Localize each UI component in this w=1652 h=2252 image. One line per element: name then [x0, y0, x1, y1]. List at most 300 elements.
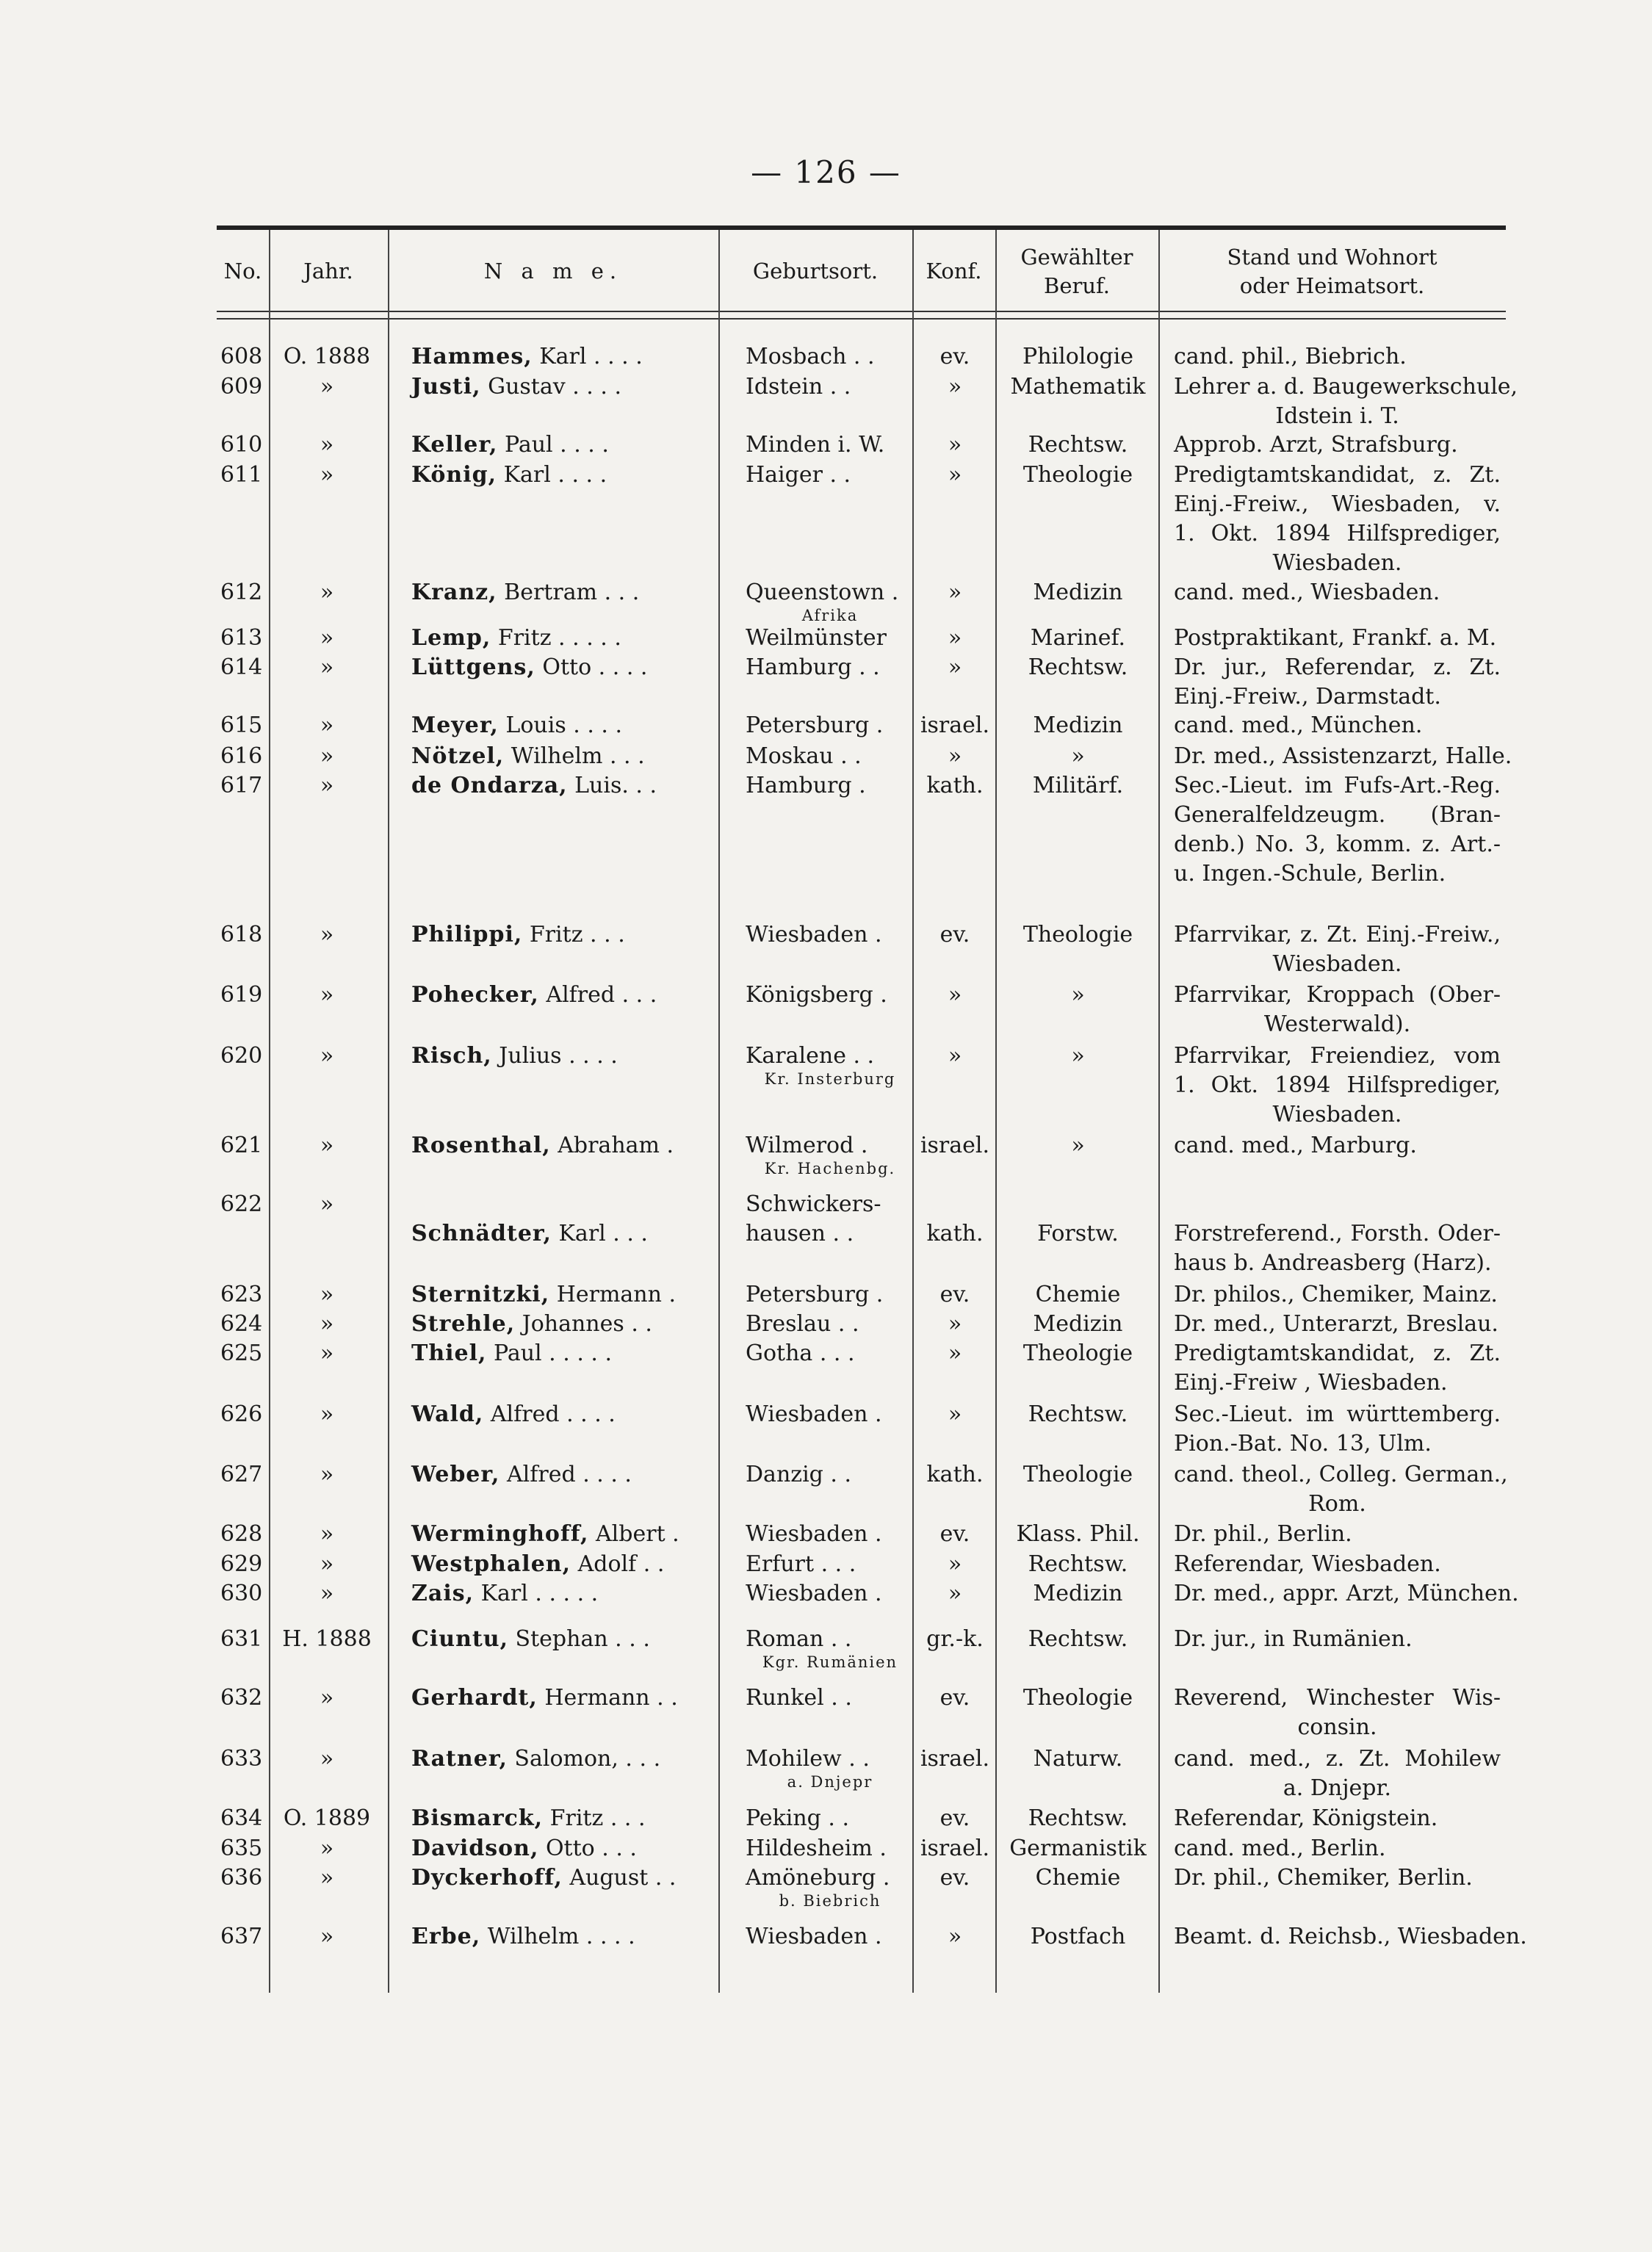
row-name	[411, 981, 705, 1010]
row-number: 615	[220, 712, 263, 738]
row-forename: Fritz . . . . .	[491, 625, 621, 651]
row-number: 620	[220, 1043, 263, 1069]
row-birthplace: Danzig . .	[746, 1462, 852, 1487]
row-year: »	[320, 922, 334, 948]
row-forename: Julius . . . .	[491, 1043, 618, 1069]
row-profession: Theologie	[1022, 462, 1133, 488]
row-confession: »	[948, 580, 962, 605]
row-forename: Wilhelm . . .	[504, 743, 645, 769]
column-divider-geburtsort	[912, 230, 914, 1993]
row-surname: de Ondarza,	[411, 773, 568, 798]
row-residence-line: cand. med., Berlin.	[1174, 1836, 1386, 1861]
row-profession: Germanistik	[1009, 1836, 1147, 1861]
row-birthplace: Runkel . .	[746, 1685, 852, 1711]
row-name	[411, 653, 705, 682]
row-name	[411, 1744, 705, 1774]
row-profession: Naturw.	[1033, 1746, 1123, 1772]
row-surname: Keller,	[411, 432, 498, 458]
row-birthplace: Peking . .	[746, 1805, 850, 1831]
row-year: »	[320, 1133, 334, 1158]
row-birthplace: Erfurt . . .	[746, 1551, 856, 1577]
row-forename: Wilhelm . . . .	[480, 1924, 635, 1949]
row-profession: »	[1071, 743, 1085, 769]
row-profession: Medizin	[1033, 1581, 1123, 1606]
row-forename: Alfred . . .	[538, 982, 657, 1008]
row-surname: Weber,	[411, 1462, 500, 1487]
row-residence-line: Generalfeldzeugm. (Bran-	[1174, 802, 1501, 828]
row-residence-line: Pfarrvikar, z. Zt. Einj.-Freiw.,	[1174, 922, 1501, 948]
row-surname: Davidson,	[411, 1836, 539, 1861]
row-residence-line: Postpraktikant, Frankf. a. M.	[1174, 625, 1497, 651]
row-year: »	[320, 1836, 334, 1861]
header-konf: Konf.	[926, 259, 982, 284]
row-forename: Otto . . .	[538, 1836, 637, 1861]
row-year: »	[320, 1282, 334, 1307]
row-surname: Nötzel,	[411, 743, 505, 769]
row-profession: Theologie	[1022, 922, 1133, 948]
row-name	[411, 1339, 705, 1368]
row-birthplace: Gotha . . .	[746, 1340, 855, 1366]
row-profession: Medizin	[1033, 1311, 1123, 1337]
row-confession: »	[948, 1401, 962, 1427]
row-year: »	[320, 1685, 334, 1711]
row-residence-line: Rom.	[1308, 1491, 1366, 1517]
row-birthplace: Karalene . .	[746, 1043, 875, 1069]
header-name: N a m e.	[483, 259, 623, 284]
row-profession: Rechtsw.	[1028, 432, 1128, 458]
row-surname: Bismarck,	[411, 1805, 544, 1831]
row-profession: Klass. Phil.	[1016, 1521, 1140, 1547]
row-forename: Abraham .	[550, 1133, 674, 1158]
row-year: O. 1888	[283, 344, 371, 369]
row-profession: Chemie	[1035, 1865, 1121, 1891]
row-forename: Gustav . . . .	[480, 374, 621, 400]
row-name	[411, 1219, 705, 1249]
row-year: »	[320, 1462, 334, 1487]
row-profession: Rechtsw.	[1028, 1805, 1128, 1831]
row-number: 634	[220, 1805, 263, 1831]
row-surname: Lemp,	[411, 625, 491, 651]
row-surname: Westphalen,	[411, 1551, 571, 1577]
row-residence-line: Predigtamtskandidat, z. Zt.	[1174, 462, 1501, 488]
row-confession: »	[948, 982, 962, 1008]
row-residence-line: 1. Okt. 1894 Hilfsprediger,	[1174, 1072, 1501, 1098]
row-residence-line: Idstein i. T.	[1275, 403, 1399, 429]
row-number: 621	[220, 1133, 263, 1158]
row-profession: Militärf.	[1032, 773, 1124, 798]
row-number: 626	[220, 1401, 263, 1427]
row-confession: gr.-k.	[926, 1626, 984, 1652]
row-confession: »	[948, 625, 962, 651]
row-profession: Medizin	[1033, 580, 1123, 605]
row-name	[411, 461, 705, 490]
row-forename: Luis. . .	[567, 773, 657, 798]
row-birthplace: Königsberg .	[746, 982, 887, 1008]
row-number: 619	[220, 982, 263, 1008]
row-residence-line: Westerwald).	[1263, 1011, 1411, 1037]
row-birthplace-region: a. Dnjepr	[787, 1773, 873, 1791]
row-profession: Rechtsw.	[1028, 1626, 1128, 1652]
row-surname: Rosenthal,	[411, 1133, 551, 1158]
row-confession: »	[948, 1311, 962, 1337]
row-number: 631	[220, 1626, 263, 1652]
row-year: »	[320, 1340, 334, 1366]
row-confession: ev.	[939, 1865, 970, 1891]
row-name	[411, 1310, 705, 1339]
row-confession: »	[948, 374, 962, 400]
row-birthplace: Minden i. W.	[746, 432, 885, 458]
row-surname: Pohecker,	[411, 982, 539, 1008]
row-confession: kath.	[926, 1221, 984, 1246]
row-residence-line: cand. theol., Colleg. German.,	[1174, 1462, 1508, 1487]
row-name	[411, 342, 705, 372]
row-residence-line: cand. med., München.	[1174, 712, 1423, 738]
row-birthplace: Amöneburg .	[746, 1865, 890, 1891]
row-residence-line: Approb. Arzt, Strafsburg.	[1174, 432, 1458, 458]
row-forename: Fritz . . .	[543, 1805, 646, 1831]
row-residence-line: Einj.-Freiw., Wiesbaden, v.	[1174, 491, 1501, 517]
row-birthplace: Wiesbaden .	[746, 922, 882, 948]
row-forename: Louis . . . .	[498, 712, 623, 738]
row-surname: Schnädter,	[411, 1221, 552, 1246]
row-birthplace: Mosbach . .	[746, 344, 875, 369]
row-residence-line: Wiesbaden.	[1272, 1102, 1402, 1127]
row-number: 610	[220, 432, 263, 458]
row-surname: Philippi,	[411, 922, 523, 948]
row-profession: Chemie	[1035, 1282, 1121, 1307]
row-confession: »	[948, 743, 962, 769]
header-bottom-rule	[217, 311, 1506, 312]
row-confession: »	[948, 462, 962, 488]
column-divider-beruf	[1158, 230, 1160, 1993]
row-birthplace-region: Afrika	[801, 607, 859, 625]
row-confession: ev.	[939, 1282, 970, 1307]
row-number: 635	[220, 1836, 263, 1861]
row-residence-line: Referendar, Königstein.	[1174, 1805, 1438, 1831]
row-profession: Theologie	[1022, 1340, 1133, 1366]
row-birthplace-region: Kr. Insterburg	[764, 1070, 896, 1089]
row-name	[411, 1625, 705, 1654]
header-geburtsort: Geburtsort.	[752, 259, 879, 284]
row-birthplace: Haiger . .	[746, 462, 851, 488]
row-name	[411, 771, 705, 801]
header-beruf-line-2: Beruf.	[1044, 273, 1110, 298]
row-year: »	[320, 374, 334, 400]
row-forename: Paul . . . .	[497, 432, 609, 458]
row-birthplace: Petersburg .	[746, 1282, 884, 1307]
row-name	[411, 1520, 705, 1549]
row-profession: Forstw.	[1037, 1221, 1119, 1246]
row-surname: Werminghoff,	[411, 1521, 589, 1547]
row-residence-line: Einj.-Freiw., Darmstadt.	[1174, 684, 1441, 710]
row-profession: »	[1071, 1133, 1085, 1158]
row-year: »	[320, 712, 334, 738]
row-number: 637	[220, 1924, 263, 1949]
row-confession: israel.	[920, 1746, 990, 1772]
header-beruf-line-1: Gewählter	[1020, 244, 1133, 270]
row-name	[411, 920, 705, 950]
row-surname: Hammes,	[411, 344, 533, 369]
row-forename: Adolf . .	[571, 1551, 665, 1577]
row-name	[411, 430, 705, 460]
row-confession: »	[948, 654, 962, 680]
row-confession: kath.	[926, 773, 984, 798]
row-birthplace: Breslau . .	[746, 1311, 859, 1337]
row-profession: Marinef.	[1030, 625, 1126, 651]
row-residence-line: Wiesbaden.	[1272, 951, 1402, 977]
row-surname: Strehle,	[411, 1311, 516, 1337]
row-name	[411, 1804, 705, 1833]
row-confession: ev.	[939, 1685, 970, 1711]
row-surname: Ciuntu,	[411, 1626, 509, 1652]
row-profession: Theologie	[1022, 1685, 1133, 1711]
row-surname: Meyer,	[411, 712, 499, 738]
row-confession: israel.	[920, 1836, 990, 1861]
row-confession: »	[948, 1551, 962, 1577]
row-number: 611	[220, 462, 263, 488]
row-forename: Otto . . . .	[535, 654, 648, 680]
row-profession: »	[1071, 982, 1085, 1008]
row-number: 614	[220, 654, 263, 680]
row-surname: Kranz,	[411, 580, 497, 605]
row-forename: Hermann . .	[537, 1685, 678, 1711]
row-surname: Wald,	[411, 1401, 484, 1427]
header-bottom-rule-double	[217, 318, 1506, 320]
row-name	[411, 742, 705, 771]
row-residence-line: u. Ingen.-Schule, Berlin.	[1174, 861, 1446, 887]
row-number: 625	[220, 1340, 263, 1366]
row-forename: Karl . . .	[551, 1221, 648, 1246]
row-residence-line: Pfarrvikar, Kroppach (Ober-	[1174, 982, 1501, 1008]
row-year: »	[320, 1581, 334, 1606]
row-confession: ev.	[939, 1521, 970, 1547]
row-forename: August . .	[562, 1865, 677, 1891]
row-year: »	[320, 432, 334, 458]
row-name	[411, 578, 705, 607]
row-residence-line: denb.) No. 3, komm. z. Art.-	[1174, 831, 1501, 857]
column-divider-name	[718, 230, 720, 1993]
row-name	[411, 1834, 705, 1863]
row-year: »	[320, 773, 334, 798]
row-birthplace-region: b. Biebrich	[779, 1892, 881, 1910]
row-number: 627	[220, 1462, 263, 1487]
row-year: »	[320, 1401, 334, 1427]
row-number: 630	[220, 1581, 263, 1606]
row-residence-line: Dr. med., Assistenzarzt, Halle.	[1174, 743, 1512, 769]
row-surname: Zais,	[411, 1581, 475, 1606]
row-forename: Karl . . . . .	[474, 1581, 599, 1606]
row-number: 617	[220, 773, 263, 798]
row-residence-line: Lehrer a. d. Baugewerkschule,	[1174, 374, 1518, 400]
row-forename: Albert .	[588, 1521, 679, 1547]
row-year: »	[320, 1191, 334, 1217]
row-number: 618	[220, 922, 263, 948]
row-surname: Sternitzki,	[411, 1282, 550, 1307]
header-jahr: Jahr.	[303, 259, 353, 284]
row-residence-line: Forstreferend., Forsth. Oder-	[1174, 1221, 1501, 1246]
row-year: »	[320, 625, 334, 651]
page-number: — 126 —	[751, 154, 901, 190]
row-number: 623	[220, 1282, 263, 1307]
row-profession: Mathematik	[1010, 374, 1146, 400]
row-birthplace: Wiesbaden .	[746, 1924, 882, 1949]
row-residence-line: Dr. med., Unterarzt, Breslau.	[1174, 1311, 1498, 1337]
row-surname: Dyckerhoff,	[411, 1865, 563, 1891]
row-profession: Theologie	[1022, 1462, 1133, 1487]
row-residence-line: cand. med., z. Zt. Mohilew	[1174, 1746, 1501, 1772]
row-forename: Bertram . . .	[497, 580, 640, 605]
row-forename: Fritz . . .	[522, 922, 625, 948]
row-profession: Medizin	[1033, 712, 1123, 738]
row-number: 609	[220, 374, 263, 400]
row-residence-line: Dr. med., appr. Arzt, München.	[1174, 1581, 1519, 1606]
table-top-rule	[217, 225, 1506, 230]
row-year: »	[320, 1551, 334, 1577]
row-birthplace: Hamburg . .	[746, 654, 880, 680]
row-birthplace: Weilmünster	[746, 625, 887, 651]
row-number: 629	[220, 1551, 263, 1577]
row-name	[411, 711, 705, 740]
header-stand	[1158, 234, 1506, 310]
row-residence-line: Dr. phil., Berlin.	[1174, 1521, 1352, 1547]
row-forename: Alfred . . . .	[499, 1462, 632, 1487]
row-number: 636	[220, 1865, 263, 1891]
row-name	[411, 1550, 705, 1579]
row-year: O. 1889	[283, 1805, 371, 1831]
row-forename: Hermann .	[549, 1282, 676, 1307]
row-residence-line: a. Dnjepr.	[1283, 1775, 1392, 1801]
row-year: »	[320, 1865, 334, 1891]
row-birthplace: Roman . .	[746, 1626, 852, 1652]
row-residence-line: haus b. Andreasberg (Harz).	[1174, 1250, 1492, 1276]
row-birthplace-region: Kr. Hachenbg.	[764, 1160, 896, 1178]
row-year: »	[320, 462, 334, 488]
row-number: 633	[220, 1746, 263, 1772]
row-profession: Rechtsw.	[1028, 1401, 1128, 1427]
row-confession: »	[948, 1043, 962, 1069]
row-year: »	[320, 982, 334, 1008]
row-name	[411, 1579, 705, 1609]
row-residence-line: Wiesbaden.	[1272, 550, 1402, 576]
row-forename: Karl . . . .	[532, 344, 643, 369]
row-confession: »	[948, 1581, 962, 1606]
row-surname: Risch,	[411, 1043, 492, 1069]
row-name	[411, 1460, 705, 1490]
row-surname: Erbe,	[411, 1924, 481, 1949]
row-year: »	[320, 1043, 334, 1069]
row-name	[411, 1922, 705, 1952]
row-year: H. 1888	[282, 1626, 372, 1652]
row-birthplace: Schwickers-	[746, 1191, 881, 1217]
row-residence-line: Dr. jur., Referendar, z. Zt.	[1174, 654, 1501, 680]
row-residence-line: cand. med., Marburg.	[1174, 1133, 1417, 1158]
row-year: »	[320, 1521, 334, 1547]
row-residence-line: Dr. philos., Chemiker, Mainz.	[1174, 1282, 1498, 1307]
header-beruf	[995, 234, 1158, 310]
row-birthplace: Moskau . .	[746, 743, 862, 769]
row-surname: Justi,	[411, 374, 481, 400]
row-confession: »	[948, 432, 962, 458]
row-confession: kath.	[926, 1462, 984, 1487]
row-residence-line: Dr. phil., Chemiker, Berlin.	[1174, 1865, 1473, 1891]
row-birthplace-cont: hausen . .	[746, 1221, 854, 1246]
row-birthplace: Wiesbaden .	[746, 1521, 882, 1547]
row-birthplace-region: Kgr. Rumänien	[762, 1653, 898, 1672]
row-surname: Gerhardt,	[411, 1685, 538, 1711]
row-number: 622	[220, 1191, 263, 1217]
row-name	[411, 1280, 705, 1310]
row-residence-line: Referendar, Wiesbaden.	[1174, 1551, 1441, 1577]
row-name	[411, 1131, 705, 1161]
row-residence-line: consin.	[1297, 1714, 1377, 1740]
row-forename: Alfred . . . .	[483, 1401, 616, 1427]
row-profession: Rechtsw.	[1028, 1551, 1128, 1577]
row-name	[411, 1683, 705, 1713]
row-name	[411, 1863, 705, 1893]
row-confession: »	[948, 1924, 962, 1949]
row-forename: Stephan . . .	[508, 1626, 650, 1652]
row-number: 628	[220, 1521, 263, 1547]
column-divider-jahr	[388, 230, 389, 1993]
row-residence-line: Predigtamtskandidat, z. Zt.	[1174, 1340, 1501, 1366]
row-confession: »	[948, 1340, 962, 1366]
row-name	[411, 372, 705, 402]
column-divider-konf	[995, 230, 997, 1993]
row-birthplace: Idstein . .	[746, 374, 851, 400]
row-residence-line: Einj.-Freiw , Wiesbaden.	[1174, 1370, 1448, 1396]
row-residence-line: Sec.-Lieut. im württemberg.	[1174, 1401, 1501, 1427]
row-surname: Lüttgens,	[411, 654, 535, 680]
row-year: »	[320, 1311, 334, 1337]
row-number: 616	[220, 743, 263, 769]
row-residence-line: Sec.-Lieut. im Fufs-Art.-Reg.	[1174, 773, 1501, 798]
row-confession: ev.	[939, 1805, 970, 1831]
row-forename: Salomon, . . .	[507, 1746, 661, 1772]
row-profession: Postfach	[1030, 1924, 1126, 1949]
row-number: 612	[220, 580, 263, 605]
row-residence-line: Pion.-Bat. No. 13, Ulm.	[1174, 1431, 1432, 1457]
row-residence-line: Dr. jur., in Rumänien.	[1174, 1626, 1413, 1652]
row-year: »	[320, 1746, 334, 1772]
row-residence-line: Reverend, Winchester Wis-	[1174, 1685, 1501, 1711]
row-name	[411, 1400, 705, 1429]
row-surname: Ratner,	[411, 1746, 508, 1772]
row-birthplace: Petersburg .	[746, 712, 884, 738]
row-number: 613	[220, 625, 263, 651]
row-name	[411, 1042, 705, 1071]
row-confession: ev.	[939, 922, 970, 948]
row-residence-line: Pfarrvikar, Freiendiez, vom	[1174, 1043, 1501, 1069]
row-forename: Johannes . .	[515, 1311, 652, 1337]
row-confession: israel.	[920, 1133, 990, 1158]
row-birthplace: Wilmerod .	[746, 1133, 868, 1158]
header-stand-line-2: oder Heimatsort.	[1239, 273, 1425, 298]
row-residence-line: cand. med., Wiesbaden.	[1174, 580, 1440, 605]
row-birthplace: Queenstown .	[746, 580, 899, 605]
row-confession: ev.	[939, 344, 970, 369]
row-year: »	[320, 743, 334, 769]
header-no: No.	[223, 259, 262, 284]
header-stand-line-1: Stand und Wohnort	[1227, 244, 1438, 270]
row-forename: Karl . . . .	[497, 462, 607, 488]
row-number: 608	[220, 344, 263, 369]
row-number: 624	[220, 1311, 263, 1337]
row-surname: Thiel,	[411, 1340, 487, 1366]
row-year: »	[320, 1924, 334, 1949]
row-year: »	[320, 654, 334, 680]
row-profession: Philologie	[1022, 344, 1133, 369]
row-residence-line: 1. Okt. 1894 Hilfsprediger,	[1174, 521, 1501, 546]
